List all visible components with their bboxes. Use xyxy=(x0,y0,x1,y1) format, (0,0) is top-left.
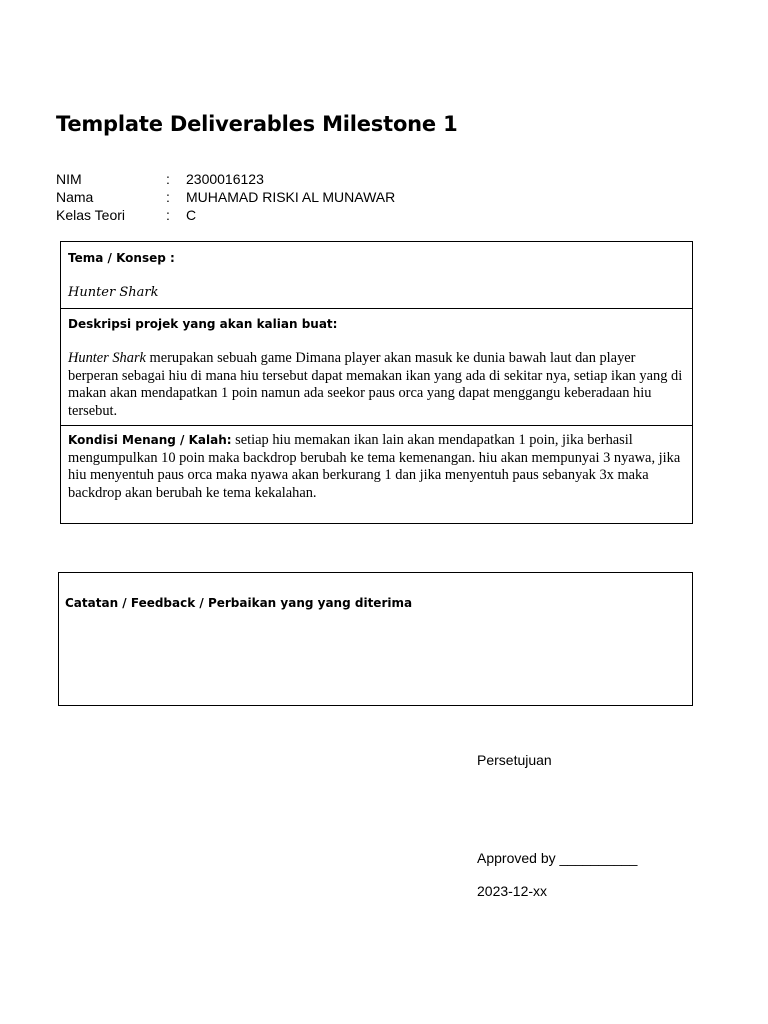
kelas-colon: : xyxy=(166,207,170,223)
nim-value: 2300016123 xyxy=(186,171,264,187)
approved-by-line: Approved by __________ xyxy=(477,850,638,866)
identity-row-nim xyxy=(56,170,395,188)
tema-section xyxy=(61,242,692,309)
tema-label: Tema / Konsep : xyxy=(68,251,175,265)
deskripsi-body: merupakan sebuah game Dimana player akan masuk ke dunia bawah laut dan player berperan sebagai hiu di mana hiu tersebut dapat memakan ikan yang ada di sekitar nya, setiap ikan yang di makan akan mendapatkan 1 poin namun ada seekor paus orca yang dapat menggangu keberadaan hiu tersebut. xyxy=(68,350,683,419)
approval-date: 2023-12-xx xyxy=(477,883,548,899)
tema-value: Hunter Shark xyxy=(68,285,159,300)
deskripsi-label: Deskripsi projek yang akan kalian buat: xyxy=(68,317,338,331)
kelas-label: Kelas Teori xyxy=(56,207,126,223)
kondisi-section xyxy=(61,426,692,523)
identity-block xyxy=(56,170,395,224)
kelas-value: C xyxy=(186,207,197,223)
feedback-box xyxy=(58,572,693,706)
deskripsi-game-title: Hunter Shark xyxy=(68,350,146,366)
nama-label: Nama xyxy=(56,189,94,205)
identity-row-nama xyxy=(56,188,395,206)
page-title: Template Deliverables Milestone 1 xyxy=(56,112,458,136)
feedback-label: Catatan / Feedback / Perbaikan yang yang diterima xyxy=(65,596,413,610)
deskripsi-text xyxy=(68,350,684,420)
kondisi-text xyxy=(68,432,684,502)
nim-label: NIM xyxy=(56,171,82,187)
deskripsi-section xyxy=(61,309,692,426)
nim-colon: : xyxy=(166,171,170,187)
identity-row-kelas xyxy=(56,206,395,224)
nama-colon: : xyxy=(166,189,170,205)
nama-value: MUHAMAD RISKI AL MUNAWAR xyxy=(186,189,396,205)
persetujuan-label: Persetujuan xyxy=(477,752,552,768)
project-box xyxy=(60,241,693,524)
kondisi-label: Kondisi Menang / Kalah: xyxy=(68,433,232,447)
kondisi-body: setiap hiu memakan ikan lain akan mendapatkan 1 poin, jika berhasil mengumpulkan 10 poin maka backdrop berubah ke tema kemenangan. hiu akan mempunyai 3 nyawa, jika hiu menyentuh paus orca maka nyawa akan berkurang 1 dan jika menyentuh paus sebanyak 3x maka backdrop akan berubah ke tema kekalahan. xyxy=(68,432,681,501)
